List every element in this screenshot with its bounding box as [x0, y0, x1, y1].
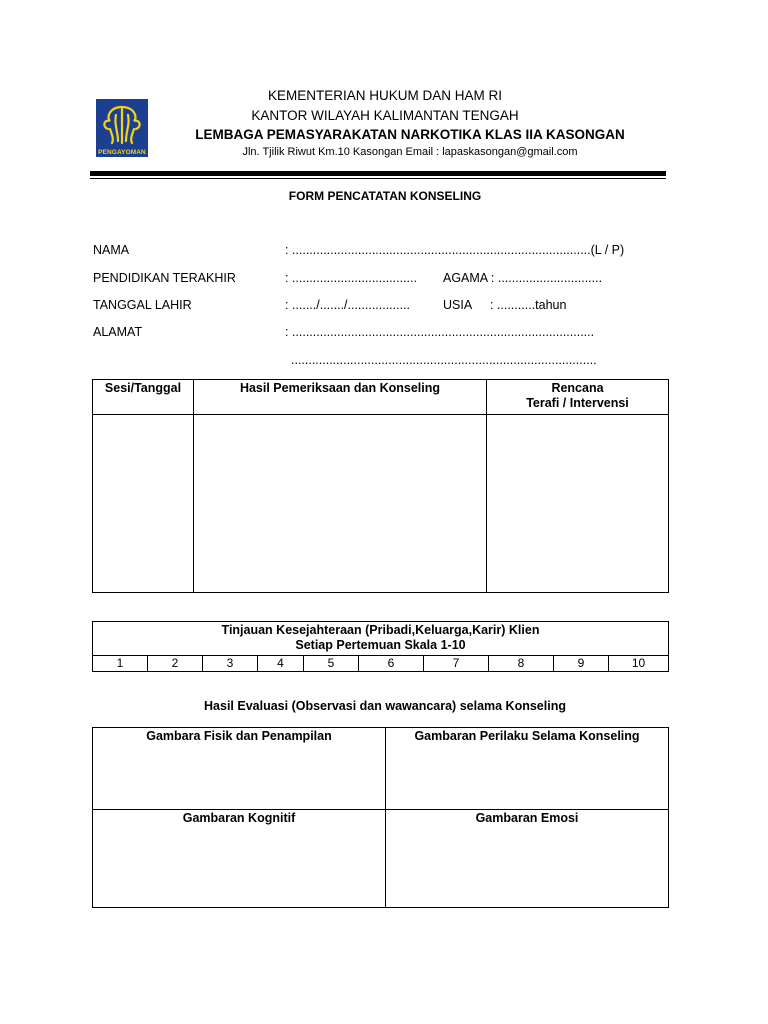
alamat-label: ALAMAT	[93, 325, 143, 339]
evaluation-table	[92, 727, 669, 908]
scale-cell-9[interactable]: 9	[554, 656, 609, 672]
eval-kognitif-cell[interactable]	[93, 810, 386, 908]
eval-fisik-label: Gambara Fisik dan Penampilan	[146, 729, 332, 743]
eval-perilaku-cell[interactable]	[386, 728, 669, 810]
sesi-cell[interactable]	[93, 415, 194, 593]
rencana-cell[interactable]	[487, 415, 669, 593]
eval-fisik-cell[interactable]	[93, 728, 386, 810]
eval-emosi-label: Gambaran Emosi	[475, 811, 579, 825]
col-rencana-line1: Rencana	[551, 381, 604, 395]
tanggal-lahir-label: TANGGAL LAHIR	[93, 298, 192, 312]
header-regional-office: KANTOR WILAYAH KALIMANTAN TENGAH	[251, 108, 519, 123]
nama-label: NAMA	[93, 243, 130, 257]
header-institution: LEMBAGA PEMASYARAKATAN NARKOTIKA KLAS IIA KASONGAN	[195, 127, 625, 142]
scale-cell-4[interactable]: 4	[258, 656, 304, 672]
wellbeing-title-line2: Setiap Pertemuan Skala 1-10	[295, 638, 466, 652]
scale-cell-7[interactable]: 7	[424, 656, 489, 672]
eval-kognitif-label: Gambaran Kognitif	[182, 811, 296, 825]
col-rencana-line2: Terafi / Intervensi	[526, 396, 629, 410]
header-address: Jln. Tjilik Riwut Km.10 Kasongan Email : lapaskasongan@gmail.com	[242, 146, 578, 158]
alamat-field-line2[interactable]: ........................................................................................	[291, 353, 597, 367]
form-title: FORM PENCATATAN KONSELING	[288, 189, 482, 203]
header-divider-thick	[90, 171, 666, 176]
header-ministry: KEMENTERIAN HUKUM DAN HAM RI	[267, 88, 502, 103]
header-divider-thin	[90, 178, 666, 179]
col-hasil-pemeriksaan: Hasil Pemeriksaan dan Konseling	[194, 380, 487, 415]
usia-field[interactable]: : ...........tahun	[490, 298, 567, 312]
scale-cell-1[interactable]: 1	[93, 656, 148, 672]
scale-cell-3[interactable]: 3	[203, 656, 258, 672]
hasil-cell[interactable]	[194, 415, 487, 593]
agama-field[interactable]: AGAMA : ..............................	[443, 271, 603, 285]
wellbeing-title	[93, 622, 669, 656]
tanggal-lahir-field[interactable]: : ......./......./..................	[285, 298, 411, 312]
scale-cell-6[interactable]: 6	[359, 656, 424, 672]
session-table	[92, 379, 669, 593]
logo-text: PENGAYOMAN	[98, 149, 146, 156]
nama-field[interactable]: : ......................................................................................(L / P)	[285, 243, 625, 257]
scale-cell-10[interactable]: 10	[609, 656, 669, 672]
evaluation-title: Hasil Evaluasi (Observasi dan wawancara) selama Konseling	[204, 699, 566, 713]
col-rencana	[487, 380, 669, 415]
pendidikan-field[interactable]: : ....................................	[285, 271, 417, 285]
wellbeing-title-line1: Tinjauan Kesejahteraan (Pribadi,Keluarga,Karir) Klien	[221, 623, 540, 637]
pendidikan-label: PENDIDIKAN TERAKHIR	[93, 271, 236, 285]
col-sesi-tanggal: Sesi/Tanggal	[93, 380, 194, 415]
scale-cell-2[interactable]: 2	[148, 656, 203, 672]
institution-logo	[96, 99, 148, 157]
scale-cell-8[interactable]: 8	[489, 656, 554, 672]
scale-cell-5[interactable]: 5	[304, 656, 359, 672]
usia-label: USIA	[443, 298, 473, 312]
eval-perilaku-label: Gambaran Perilaku Selama Konseling	[414, 729, 640, 743]
alamat-field[interactable]: : .......................................................................................	[285, 325, 595, 339]
eval-emosi-cell[interactable]	[386, 810, 669, 908]
wellbeing-scale-table	[92, 621, 669, 672]
